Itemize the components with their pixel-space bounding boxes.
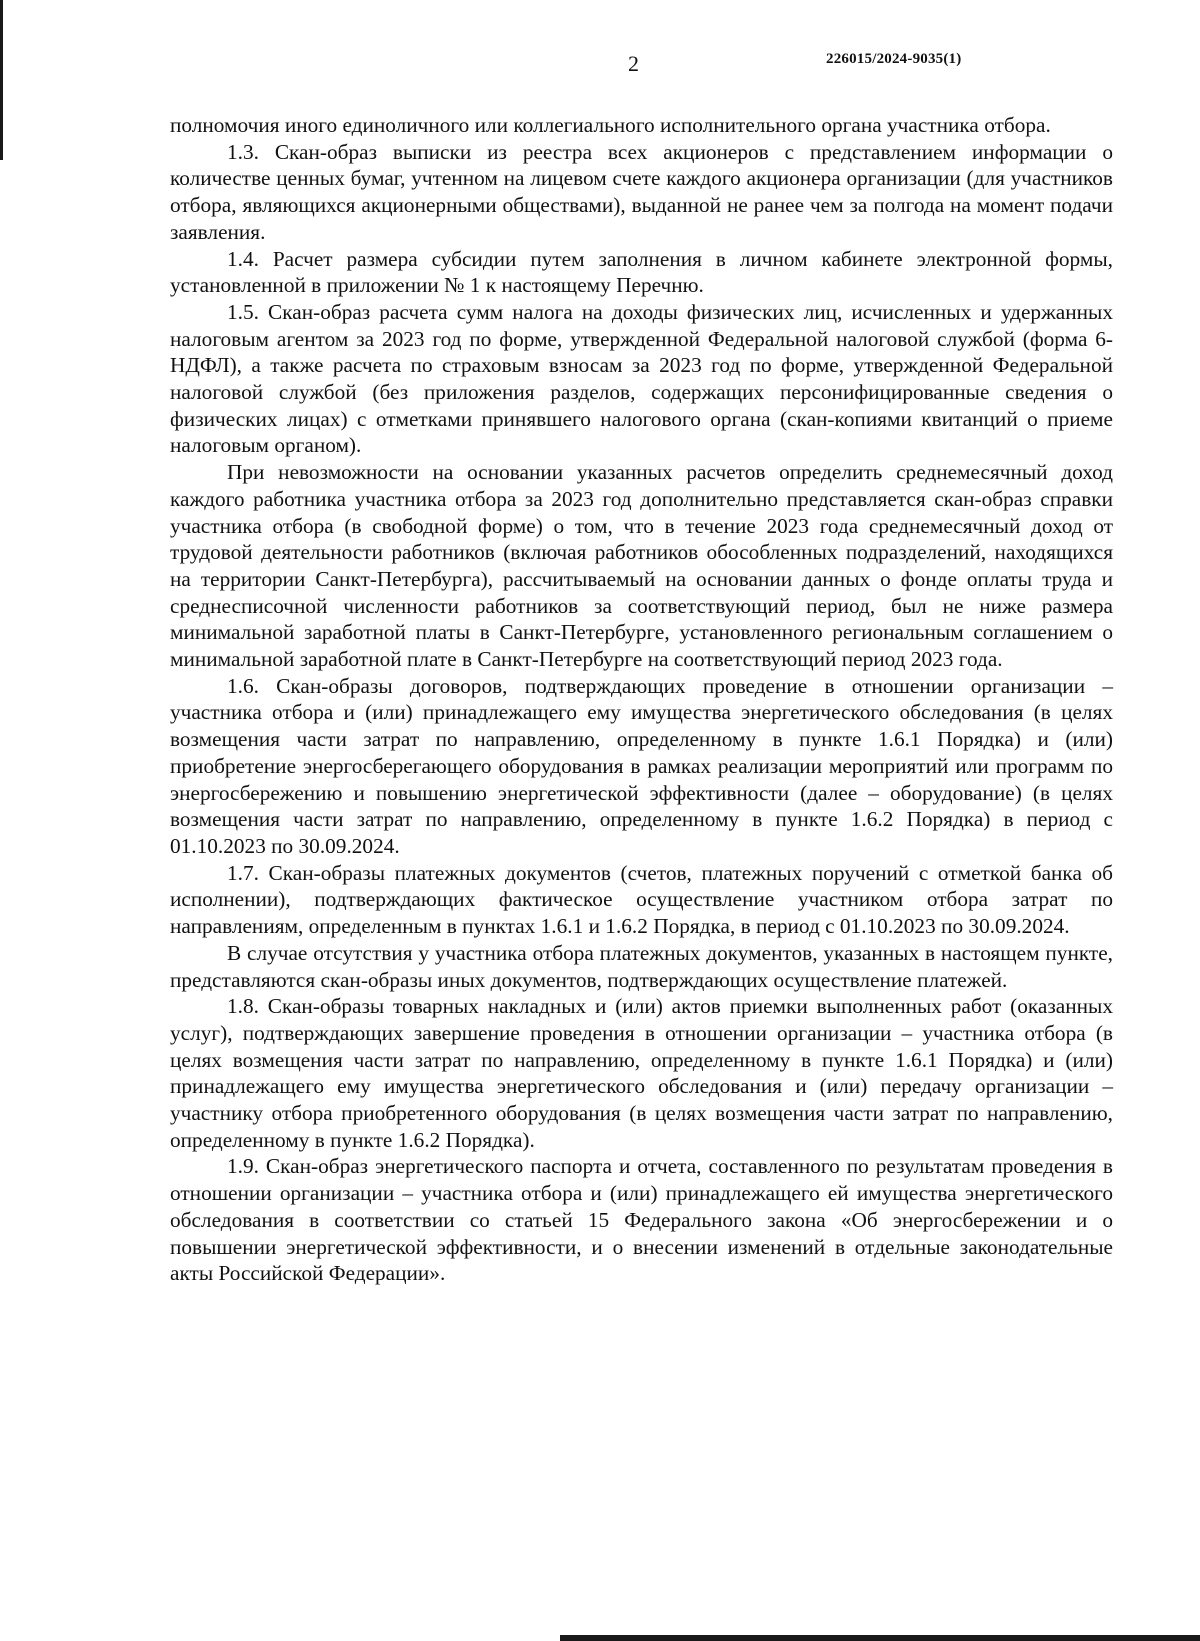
paragraph-1-4: 1.4. Расчет размера субсидии путем заполнения в личном кабинете электронной формы, установленной в приложении № 1 к настоящему Перечню. xyxy=(170,246,1113,298)
paragraph-1-6: 1.6. Скан-образы договоров, подтверждающих проведение в отношении организации – участника отбора и (или) принадлежащего ему имущества энергетического обследования (в целях возмещения части затрат по направлению, определенному в пункте 1.6.1 Порядка) и (или) приобретение энергосберегающего оборудования в рамках реализации мероприятий или программ по энергосбережению и повышению энергетической эффективности (далее – оборудование) (в целях возмещения части затрат по направлению, определенному в пункте 1.6.2 Порядка) в период с 01.10.2023 по 30.09.2024. xyxy=(170,673,1113,858)
page-number: 2 xyxy=(628,51,639,76)
paragraph-1-3: 1.3. Скан-образ выписки из реестра всех акционеров с представлением информации о количестве ценных бумаг, учтенном на лицевом счете каждого акционера организации (для участников отбора, являющихся акционерными обществами), выданной не ранее чем за полгода на момент подачи заявления. xyxy=(170,139,1113,244)
document-id: 226015/2024-9035(1) xyxy=(826,51,962,67)
paragraph-1-7: 1.7. Скан-образы платежных документов (счетов, платежных поручений с отметкой банка об исполнении), подтверждающих фактическое осуществление участником отбора затрат по направлениям, определенным в пунктах 1.6.1 и 1.6.2 Порядка, в период с 01.10.2023 по 30.09.2024. xyxy=(170,860,1113,939)
scan-edge-left xyxy=(0,0,3,160)
paragraph-1-8: 1.8. Скан-образы товарных накладных и (или) актов приемки выполненных работ (оказанных услуг), подтверждающих завершение проведения в отношении организации – участника отбора (в целях возмещения части затрат по направлению, определенному в пункте 1.6.1 Порядка) и (или) принадлежащего ему имущества энергетического обследования и (или) передачу организации – участнику отбора приобретенного оборудования (в целях возмещения части затрат по направлению, определенному в пункте 1.6.2 Порядка). xyxy=(170,994,1113,1152)
paragraph-1-5: 1.5. Скан-образ расчета сумм налога на доходы физических лиц, исчисленных и удержанных налоговым агентом за 2023 год по форме, утвержденной Федеральной налоговой службой (форма 6-НДФЛ), а также расчета по страховым взносам за 2023 год по форме, утвержденной Федеральной налоговой службой (без приложения разделов, содержащих персонифицированные сведения о физических лицах) с отметками принявшего налогового органа (скан-копиями квитанций о приеме налоговым органом). xyxy=(170,299,1113,458)
paragraph-continuation: полномочия иного единоличного или коллегиального исполнительного органа участника отбора. xyxy=(170,113,1051,137)
paragraph-1-9: 1.9. Скан-образ энергетического паспорта и отчета, составленного по результатам проведения в отношении организации – участника отбора и (или) принадлежащего ей имущества энергетического обследования в соответствии со статьей 15 Федерального закона «Об энергосбережении и о повышении энергетической эффективности, и о внесении изменений в отдельные законодательные акты Российской Федерации». xyxy=(170,1154,1113,1286)
paragraph-1-7-note: В случае отсутствия у участника отбора платежных документов, указанных в настоящем пункте, представляются скан-образы иных документов, подтверждающих осуществление платежей. xyxy=(170,940,1113,992)
document-body xyxy=(170,112,1113,1287)
paragraph-1-5-note: При невозможности на основании указанных расчетов определить среднемесячный доход каждого работника участника отбора за 2023 год дополнительно представляется скан-образ справки участника отбора (в свободной форме) о том, что в течение 2023 года среднемесячный доход от трудовой деятельности работников (включая работников обособленных подразделений, находящихся на территории Санкт-Петербурга), рассчитываемый на основании данных о фонде оплаты труда и среднесписочной численности работников за соответствующий период, был не ниже размера минимальной заработной платы в Санкт-Петербурге, установленного региональным соглашением о минимальной заработной плате в Санкт-Петербурге на соответствующий период 2023 года. xyxy=(170,460,1113,672)
scan-edge-bottom xyxy=(0,1632,1200,1641)
